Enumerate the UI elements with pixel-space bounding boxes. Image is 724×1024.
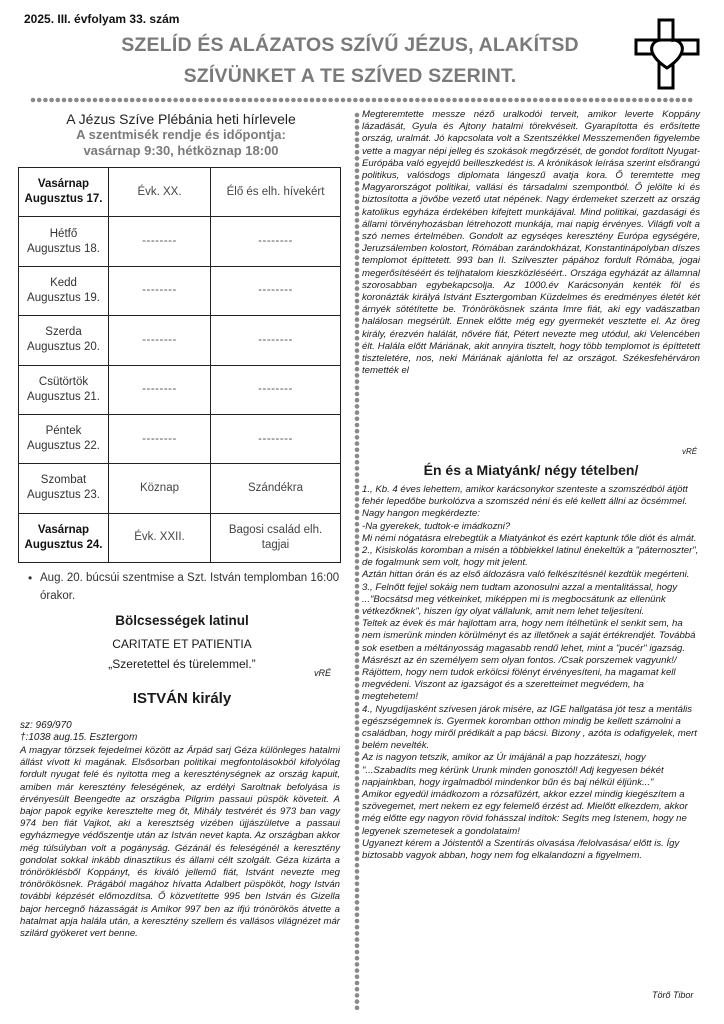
newsletter-title: A Jézus Szíve Plébánia heti hírlevele xyxy=(66,111,296,127)
mass-table-row xyxy=(19,464,341,513)
mass-day-date: Augusztus 23. xyxy=(27,489,100,502)
miatyank-paragraph: Aztán hittan órán és az első áldozásra való felkészítésnél kezdtük megérteni. xyxy=(362,569,690,581)
mass-occasion-cell: Köznap xyxy=(109,464,211,513)
mass-day-date: Augusztus 17. xyxy=(24,193,103,206)
mass-day-cell xyxy=(19,217,109,266)
mass-occasion-cell: -------- xyxy=(109,217,211,266)
mass-day-name: Kedd xyxy=(50,276,77,289)
istvan-title: ISTVÁN király xyxy=(132,690,232,707)
mass-day-name: Szerda xyxy=(45,326,82,339)
wisdom-title: Bölcsességek latinul xyxy=(115,613,249,628)
miatyank-paragraph: 4., Nyugdíjasként szívesen járok misére, az IGE hallgatása jót tesz a mentális egészségemnek is. Gyermek koromban otthon mindig be kellett számolni a családban, hogy miről prédikált a pap bácsi. Bizony , azóta is odafigyelek, mert belém nevelték. xyxy=(362,703,697,752)
mass-intention-cell: -------- xyxy=(211,266,341,315)
miatyank-paragraph: Ugyanezt kérem a Jóistentől a Szentírás olvasása /felolvasása/ előtt is. Így biztosabb vagyok abban, hogy nem fog elkalandozni a figyelmem. xyxy=(362,837,680,862)
miatyank-paragraph: 3., Felnőtt fejjel sokáig nem tudtam azonosulni azzal a mentalitással, hogy ..."Bocsátsd meg vétkeinket, miképpen mi is megbocsátunk az ellenünk vétkezőknek", hiszen így olyat vállalunk, amit nem lehet teljesíteni. xyxy=(362,581,678,618)
mass-day-cell xyxy=(19,513,109,562)
mass-occasion-cell: -------- xyxy=(109,365,211,414)
horizontal-dotted-divider xyxy=(30,97,694,103)
mass-intention-cell: Bagosi család elh. tagjai xyxy=(211,513,341,562)
istvan-dates xyxy=(20,720,340,744)
istvan-article-continued: Megteremtette messze néző uralkodói terveit, amikor leverte Koppány lázadását, Gyula és Ajtony hatalmi törekvéseit. Gyarapította és erősítette ország, uralmát. Jó kapcsolata volt a Szentszékkel Messzemenően figyelembe vette a magyar népi jelleg és szokások megőrzését, de gondot fordított Nyugat-Európába való egyejdű beilleszkedést is. A krónikások leírása szerint elsőrangú politikus, valósdogs diplomata lángeszű avatja kora. Ő teremtette meg Magyarországot politikai, vallási és társadalmi szempontból. Ő jelölte ki és biztosította a jövőbe vezető utat népének. Nagy érdemeket szerzett az ország katolikus egyháza érdekében kifejtett munkájával. Mind politikai, gazdasági és állami törvényhozásban létrehozott munkája, mai napig érvényes. Világfi volt a szó nemes értelmében. Gondolt az egyséqes keresztény Európa egységére, Jeruzsálemben kolostort, Rómában zarándokházat, Konstantinápolyban díszes templomot építtetett. 993 ban II. Szilveszter pápához fordult Rómába, jogai megerősítéséért és teljhatalom kieszközléséért.. Országa egyházát az államnal szorosabban egybekapcsolja. Az 1000.év Karácsonyán kenték föl és koronázták királyá Istvánt Esztergomban Küzdelmes és eredményes életét két árnyék sötétítette be. Trónörökösnek szánta Imre fiát, aki egy vadászatban halálosan megsérült. Ennek előtte még egy gyermekét vesztette el. Az öreg király, érezvén halálát, nővére fiát, Pétert nevezte meg utódul, aki Velencében élt. Halála előtt Máriának, akit annyira tisztelt, hogy több templomot is építtetett tiszteletére, nos, neki Máriának ajánlotta fel az országot. Székesfehérváron temették el xyxy=(362,109,700,377)
miatyank-paragraph: Az is nagyon tetszik, amikor az Úr imájánál a pap hozzáteszi, hogy "...Szabadíts meg kérünk Urunk minden gonosztól! Adj kegyesen békét napjainkban, hogy irgalmadból mindenkor bűn és baj nélkül éljünk..." xyxy=(362,752,664,788)
mass-table-row xyxy=(19,217,341,266)
vertical-dotted-divider xyxy=(354,112,360,1010)
miatyank-title: Én és a Miatyánk/ négy tételben/ xyxy=(423,462,639,478)
mass-day-date: Augusztus 20. xyxy=(27,341,100,354)
mass-day-date: Augusztus 22. xyxy=(27,440,100,453)
mass-table-row xyxy=(19,365,341,414)
mass-day-cell xyxy=(19,316,109,365)
mass-day-cell xyxy=(19,266,109,315)
mass-table-row xyxy=(19,513,341,562)
miatyank-paragraph: Másrészt az én személyem sem olyan fontos. /Csak porszemek vagyunk!/ xyxy=(362,654,677,666)
miatyank-paragraph: Rájöttem, hogy nem tudok erkölcsi fölényt érvényesíteni, ha magamat kell megvédeni. Viszont az igazságot és a szeretteimet megvédem, ha megtehetem! xyxy=(362,667,676,703)
mass-table-row xyxy=(19,168,341,217)
mass-intention-cell: -------- xyxy=(211,365,341,414)
miatyank-paragraph: Mi némi nógatásra elrebegtük a Miatyánkot és ezért kaptunk tőle diót és almát. xyxy=(362,532,697,544)
mass-day-name: Vasárnap xyxy=(37,523,90,536)
mass-table-row xyxy=(19,316,341,365)
mass-table-row xyxy=(19,414,341,463)
mass-day-name: Szombat xyxy=(40,474,87,487)
mass-day-name: Csütörtök xyxy=(38,375,89,388)
mass-day-date: Augusztus 21. xyxy=(27,390,100,403)
mass-occasion-cell: -------- xyxy=(109,266,211,315)
mass-day-cell xyxy=(19,168,109,217)
mass-intention-cell: Szándékra xyxy=(211,464,341,513)
mass-day-date: Augusztus 19. xyxy=(27,291,100,304)
schedule-times: vasárnap 9:30, hétköznap 18:00 xyxy=(83,143,279,158)
mass-table-row xyxy=(19,266,341,315)
istvan-born: sz: 969/970 xyxy=(20,720,72,731)
mass-day-name: Péntek xyxy=(45,425,82,438)
wisdom-signature: vRÉ xyxy=(314,668,332,678)
mass-day-date: Augusztus 24. xyxy=(24,538,103,551)
mass-occasion-cell: Évk. XXII. xyxy=(109,513,211,562)
page-title xyxy=(90,30,610,92)
mass-day-cell xyxy=(19,414,109,463)
mass-occasion-cell: -------- xyxy=(109,414,211,463)
mass-occasion-cell: -------- xyxy=(109,316,211,365)
miatyank-paragraph: -Na gyerekek, tudtok-e imádkozni? xyxy=(362,520,511,532)
feast-note xyxy=(26,569,342,605)
miatyank-paragraph: Amikor egyedül imádkozom a rózsafűzért, akkor ezzel mindig kiegészítem a szövegemet, mert nekem ez egy felemelő érzést ad. Mielőtt elkezdem, akkor még előtte egy nagyon rövid fohásszal indítok: Segíts meg Istenem, hogy ne legyenek szemetesek a gondolataim! xyxy=(362,789,688,837)
wisdom-hungarian: „Szeretettel és türelemmel.” xyxy=(108,657,256,671)
miatyank-signature: Törő Tibor xyxy=(652,990,694,1000)
schedule-title: A szentmisék rendje és időpontja: xyxy=(76,127,286,142)
miatyank-body xyxy=(362,484,700,862)
istvan-signature: vRÉ xyxy=(682,447,698,456)
istvan-article-body: A magyar törzsek fejedelmei között az Árpád sarj Géza különleges hatalmi állást vívott ki magának. Elsősorban politikai megfontolásokból kifolyólag fordult nyugat felé és nyitotta meg a kereszténységnek az ország kapuit, amiben már keresztény feleségének, az erdélyi Saroltnak befolyása is érvényesült Beengedte az országba Pilgrim passaui püspök követeit. A bajor papok egyike keresztelte meg őt, Mihály testvérét és 973 ban vagy 974 ben fiát Vajkot, aki a keresztség vizében újjászületve a passaui egyházmegye védőszentje után az István nevet kapta. Az országban akkor még túlsúlyban volt a pogányság. Gézánál és feleségénél a keresztény gondolat sokkal inkább dinasztikus és állami célt szolgált. Géza kizárta a trónöröklésből Koppányt, és kiváló jellemű fiát, Istvánt nevezte meg trónörökösnek. Prágából magához hívatta Adalbert püspököt, hogy István további képzését előmozdítsa. Ő közvetítette 995 ben István és Gizella bajor hercegnő házasságát is Amikor 997 ben az ifjú trónörökös átvette a hatalmat apja halála után, a keresztény szellem és vallásos világnézet már szilárd gyökeret vert benne. xyxy=(20,745,340,940)
mass-intention-cell: -------- xyxy=(211,316,341,365)
bullet-icon: • xyxy=(28,571,33,585)
title-line-2: SZÍVÜNKET A TE SZÍVED SZERINT. xyxy=(183,65,517,87)
wisdom-latin: CARITATE ET PATIENTIA xyxy=(112,637,252,651)
mass-intention-cell: -------- xyxy=(211,414,341,463)
miatyank-paragraph: 1., Kb. 4 éves lehettem, amikor karácsonykor szenteste a szomszédból átjött fehér lepedőbe burkolózva a szomszéd néni és elé kellett állni az öcsémmel. Nagy hangon megkérdezte: xyxy=(362,484,688,520)
issue-label: 2025. III. évfolyam 33. szám xyxy=(24,12,180,26)
mass-occasion-cell: Évk. XX. xyxy=(109,168,211,217)
istvan-died: †:1038 aug.15. Esztergom xyxy=(20,732,138,743)
mass-day-cell xyxy=(19,464,109,513)
mass-intention-cell: Élő és elh. hívekért xyxy=(211,168,341,217)
miatyank-paragraph: 2., Kisiskolás koromban a misén a többiekkel latinul énekeltük a "páternoszter", de fogalmunk sem volt, hogy mit jelent. xyxy=(362,545,699,569)
feast-note-text: Aug. 20. búcsúi szentmise a Szt. István templomban 16:00 órakor. xyxy=(40,572,340,602)
mass-day-date: Augusztus 18. xyxy=(27,242,100,255)
mass-intention-cell: -------- xyxy=(211,217,341,266)
miatyank-paragraph: Teltek az évek és már hajlottam arra, hogy nem ítélhetünk el senkit sem, ha nem ismerünk minden körülményt és az illetőnek a saját értékrendjét. Továbbá sok esetben a méltányosság magasabb rendű lehet, mint a "pucér" igazság. xyxy=(362,618,696,654)
title-line-1: SZELÍD ÉS ALÁZATOS SZÍVŰ JÉZUS, ALAKÍTSD xyxy=(121,34,579,56)
mass-day-name: Hétfő xyxy=(49,227,78,240)
mass-schedule-table xyxy=(18,167,341,563)
left-header xyxy=(22,110,340,159)
mass-day-name: Vasárnap xyxy=(37,178,90,191)
sacred-heart-cross-icon xyxy=(628,18,706,90)
mass-day-cell xyxy=(19,365,109,414)
